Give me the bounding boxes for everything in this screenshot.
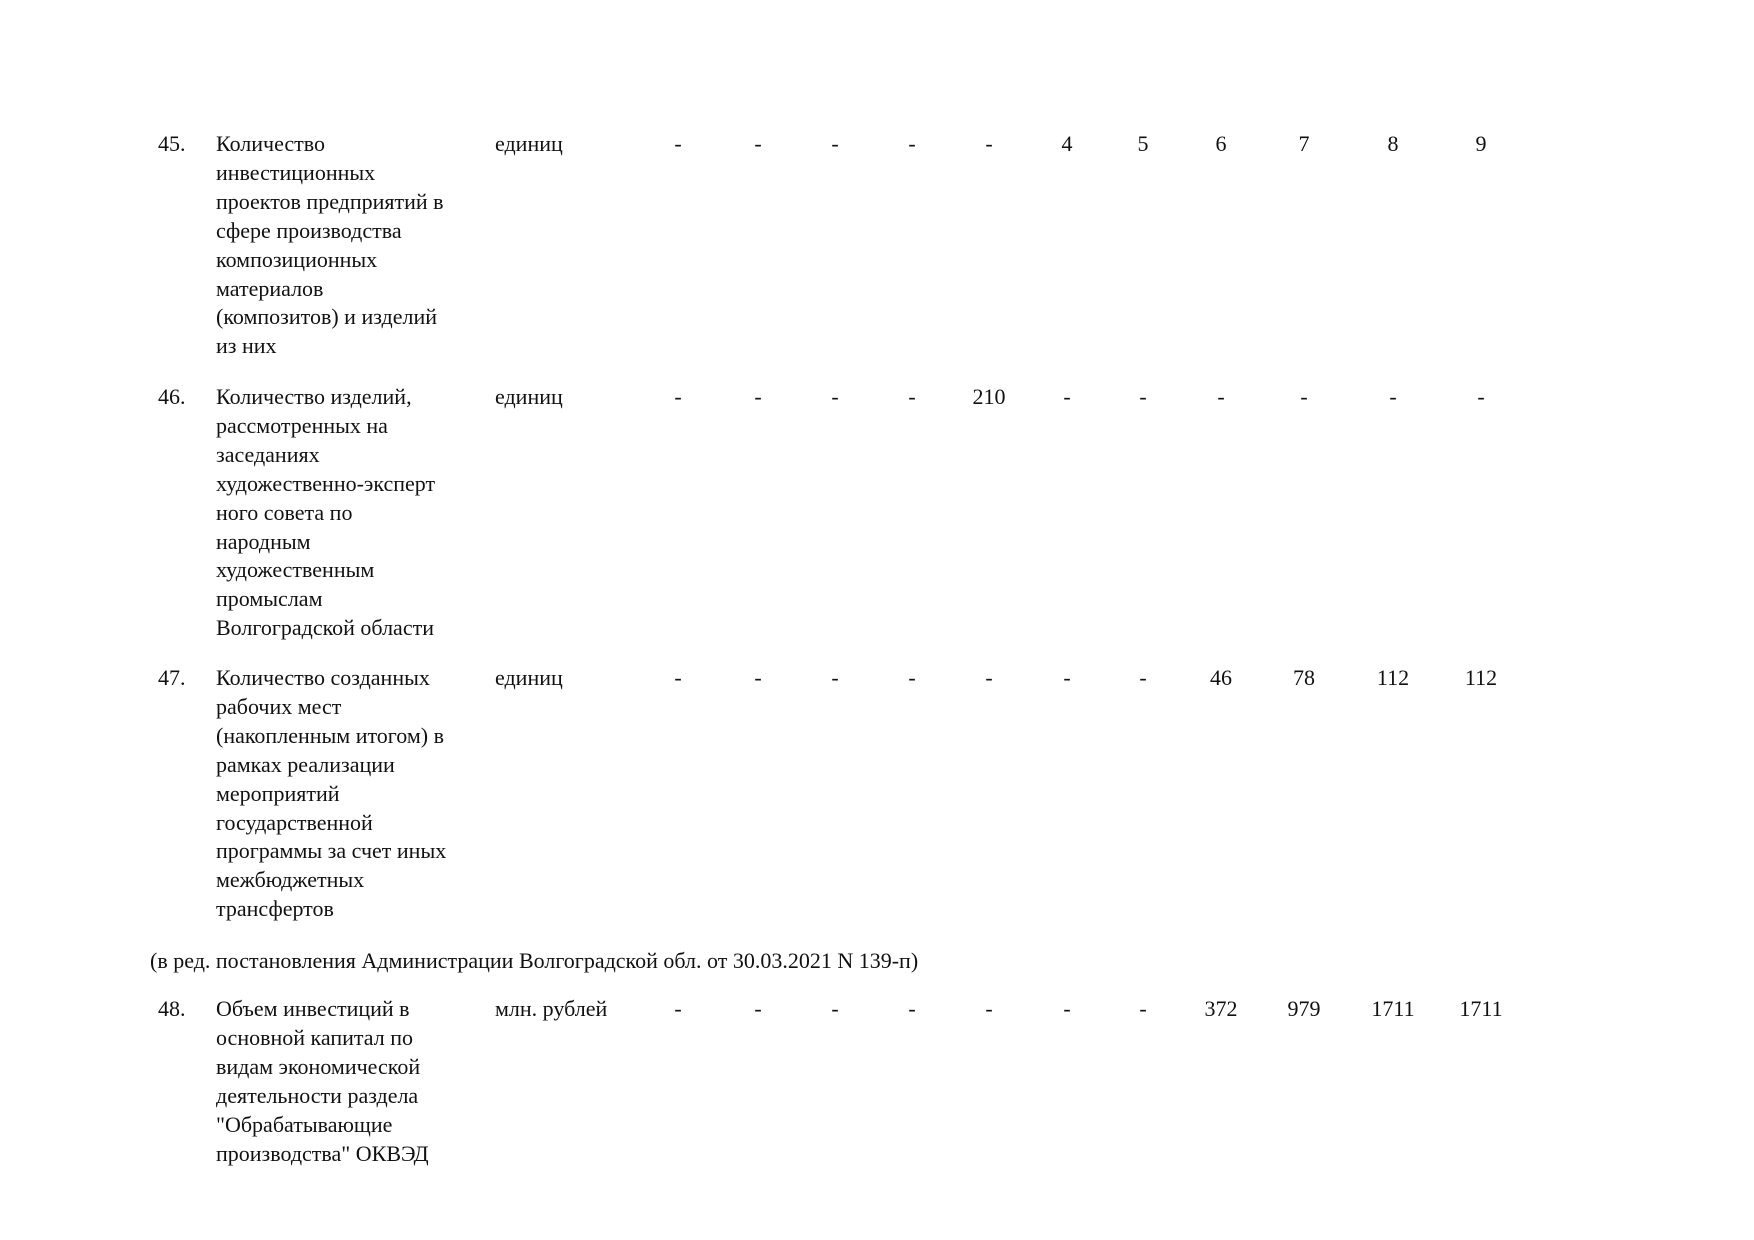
value-cell: 210 bbox=[972, 384, 1006, 409]
value-cell: 1711 bbox=[1459, 996, 1503, 1021]
value-cell: 6 bbox=[1215, 131, 1227, 156]
amendment-note: (в ред. постановления Администрации Волгоградской обл. от 30.03.2021 N 139-п) bbox=[150, 948, 919, 973]
value-cell: - bbox=[674, 996, 682, 1021]
value-cell: 112 bbox=[1464, 665, 1498, 690]
value-cell: - bbox=[985, 131, 993, 156]
indicator-name: Количество инвестиционных проектов предприятий в сфере производства композиционных материалов (композитов) и изделий из них bbox=[216, 131, 444, 359]
value-cell: - bbox=[1477, 384, 1485, 409]
value-cell: - bbox=[908, 996, 916, 1021]
value-cell: 78 bbox=[1293, 665, 1315, 690]
value-cell: - bbox=[985, 665, 993, 690]
value-cell: - bbox=[1217, 384, 1225, 409]
indicator-name: Объем инвестиций в основной капитал по видам экономической деятельности раздела "Обрабатывающие производства" ОКВЭД bbox=[216, 996, 429, 1166]
value-cell: 1711 bbox=[1371, 996, 1415, 1021]
value-cell: 979 bbox=[1287, 996, 1321, 1021]
unit: единиц bbox=[495, 384, 563, 409]
indicator-name: Количество созданных рабочих мест (накопленным итогом) в рамках реализации мероприятий государственной программы за счет иных межбюджетных трансфертов bbox=[216, 665, 447, 922]
value-cell: 46 bbox=[1210, 665, 1232, 690]
value-cell: - bbox=[674, 665, 682, 690]
value-cell: - bbox=[754, 131, 762, 156]
value-cell: 7 bbox=[1298, 131, 1310, 156]
value-cell: 8 bbox=[1387, 131, 1399, 156]
indicator-name: Количество изделий, рассмотренных на заседаниях художественно-эксперт ного совета по народным художественным промыслам Волгоградской области bbox=[216, 384, 436, 641]
value-cell: - bbox=[1389, 384, 1397, 409]
value-cell: - bbox=[831, 996, 839, 1021]
unit: единиц bbox=[495, 665, 563, 690]
value-cell: - bbox=[754, 665, 762, 690]
value-cell: 112 bbox=[1376, 665, 1410, 690]
value-cell: - bbox=[908, 131, 916, 156]
value-cell: - bbox=[674, 384, 682, 409]
value-cell: - bbox=[674, 131, 682, 156]
value-cell: - bbox=[908, 384, 916, 409]
value-cell: - bbox=[754, 996, 762, 1021]
row-number: 47. bbox=[158, 665, 186, 690]
unit: единиц bbox=[495, 131, 563, 156]
value-cell: - bbox=[1300, 384, 1308, 409]
value-cell: 372 bbox=[1204, 996, 1238, 1021]
value-cell: - bbox=[831, 384, 839, 409]
row-number: 45. bbox=[158, 131, 186, 156]
value-cell: - bbox=[1139, 665, 1147, 690]
value-cell: - bbox=[1063, 665, 1071, 690]
value-cell: 4 bbox=[1061, 131, 1073, 156]
value-cell: - bbox=[831, 131, 839, 156]
unit: млн. рублей bbox=[495, 996, 608, 1021]
value-cell: 5 bbox=[1137, 131, 1149, 156]
row-number: 46. bbox=[158, 384, 186, 409]
value-cell: - bbox=[1063, 996, 1071, 1021]
row-number: 48. bbox=[158, 996, 186, 1021]
value-cell: - bbox=[1063, 384, 1071, 409]
value-cell: - bbox=[754, 384, 762, 409]
value-cell: - bbox=[1139, 384, 1147, 409]
value-cell: - bbox=[908, 665, 916, 690]
value-cell: 9 bbox=[1475, 131, 1487, 156]
value-cell: - bbox=[985, 996, 993, 1021]
value-cell: - bbox=[831, 665, 839, 690]
value-cell: - bbox=[1139, 996, 1147, 1021]
